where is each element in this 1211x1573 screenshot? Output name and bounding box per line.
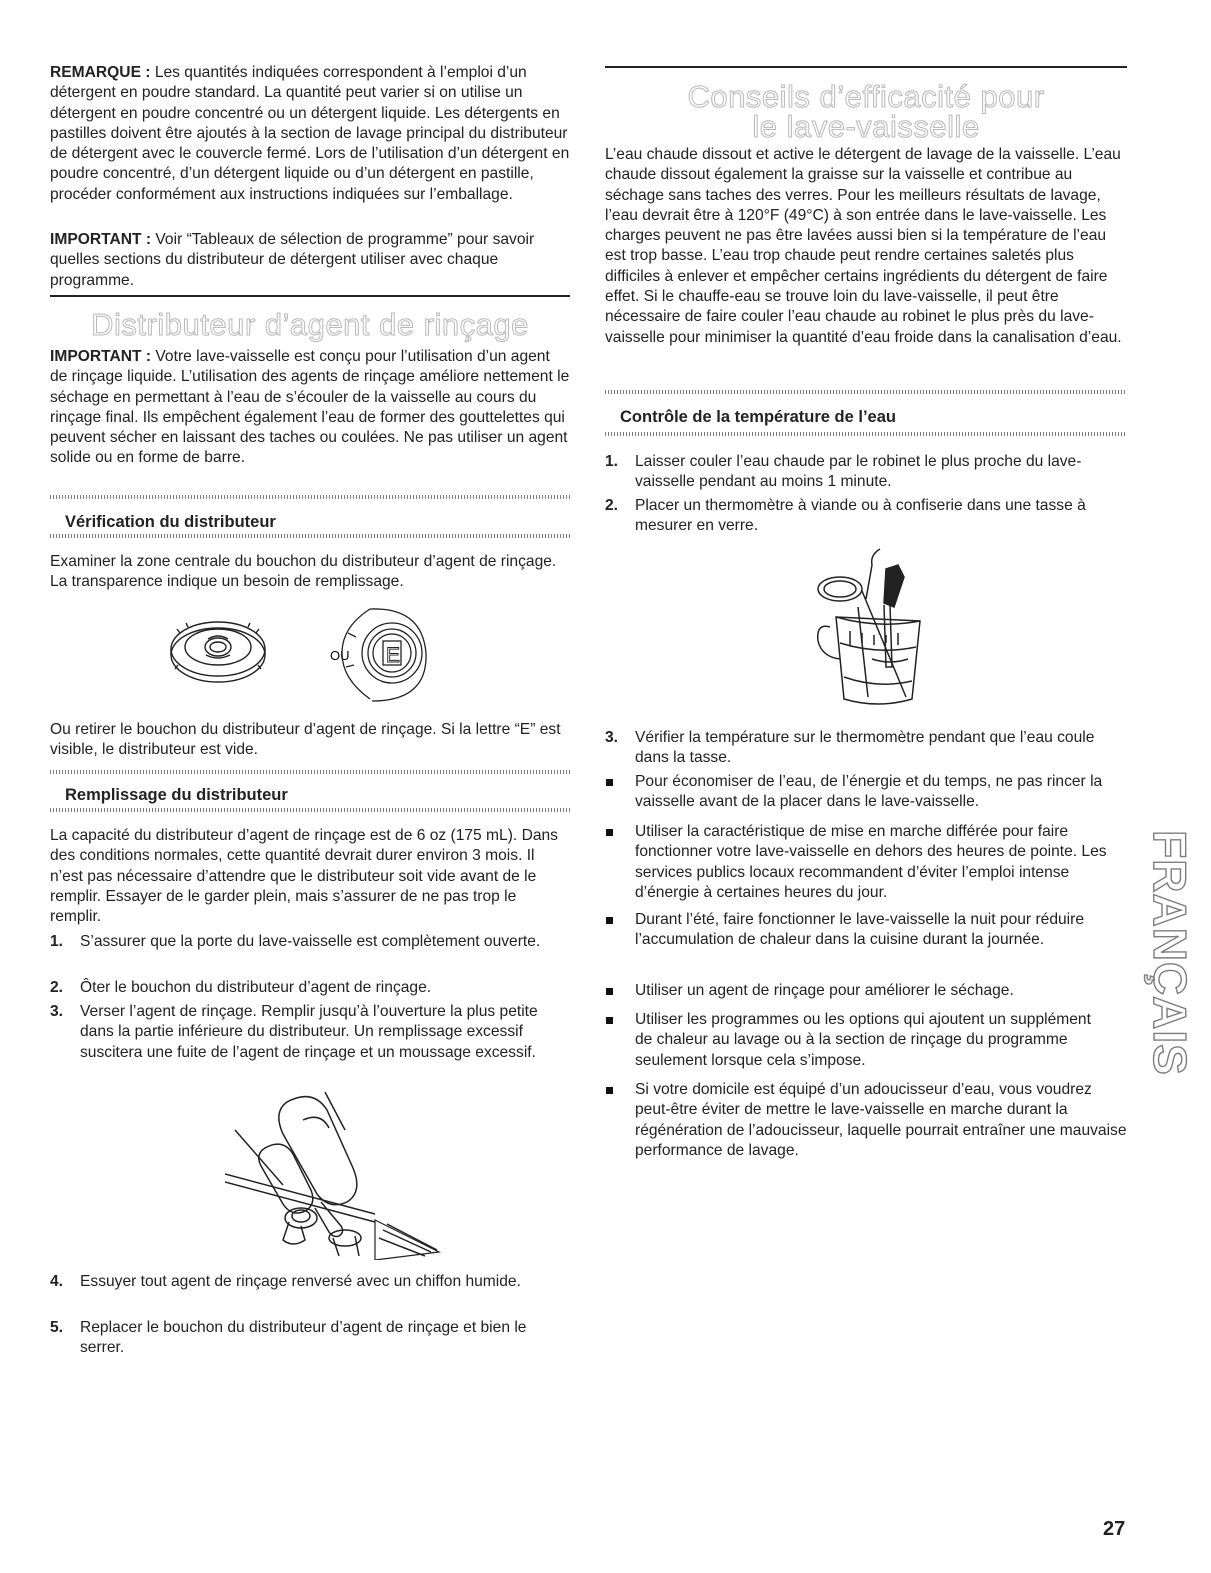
section-title-rinse-aid: Distributeur d’agent de rinçage [91,307,529,342]
ou-label: OU [330,648,350,663]
heading-hatch-top-3 [605,390,1127,394]
bullet-text: Utiliser un agent de rinçage pour améliorer le séchage. [635,982,1014,999]
bullet-text: Utiliser la caractéristique de mise en marche différée pour faire fonctionner votre lave-vaisselle en dehors des heures de pointe. Les services publics locaux recommandent d’éviter l’emploi intense d’énergie à certaines heures du jour. [635,823,1107,901]
heading-hatch-bottom [50,534,570,538]
verification-heading: Vérification du distributeur [65,513,276,531]
thermometer-cup-illustration [810,547,940,709]
remarque-paragraph [50,63,570,205]
heading-hatch-top [50,495,570,499]
bullet-icon [606,1017,613,1024]
bullet-text: Utiliser les programmes ou les options qui ajoutent un supplément de chaleur au lavage ou à la section de rinçage du programme seulement lorsque cela s’impose. [635,1011,1091,1069]
step-text: S’assurer que la porte du lave-vaisselle est complètement ouverte. [80,933,541,950]
list-item [605,910,1127,976]
step-text: Laisser couler l’eau chaude par le robinet le plus proche du lave-vaisselle pendant au moins 1 minute. [635,453,1082,491]
section-title-efficiency-line2: le lave-vaisselle [752,109,980,144]
list-item [50,1002,570,1088]
step-text: Ôter le bouchon du distributeur d’agent de rinçage. [80,979,432,996]
step-number: 2. [50,979,64,996]
cap-indicator-icon [171,622,265,682]
bullet-icon [606,988,613,995]
bullet-text: Si votre domicile est équipé d’un adoucisseur d’eau, vous voudrez peut-être éviter de mettre le lave-vaisselle en marche durant la régénération de l’adoucisseur, laquelle pourrait entraîner une mauvaise performance de lavage. [635,1081,1127,1159]
list-item [605,822,1127,908]
section-rule-left [50,295,570,297]
language-side-tab-label: FRANÇAIS [1144,830,1197,1076]
step-number: 1. [605,453,619,470]
language-side-tab [1140,808,1200,1098]
list-item [50,1272,570,1316]
section-rule-right [605,66,1127,68]
verification-paragraph: Examiner la zone centrale du bouchon du distributeur d’agent de rinçage. La transparence indique un besoin de remplissage. [50,553,557,591]
list-item [605,1010,1127,1076]
important-text-1: Voir “Tableaux de sélection de programme” pour savoir quelles sections du distributeur de détergent utiliser avec chaque programme. [50,231,535,289]
step-number: 4. [50,1273,64,1290]
step-text: Vérifier la température sur le thermomètre pendant que l’eau coule dans la tasse. [635,729,1095,767]
retirer-paragraph: Ou retirer le bouchon du distributeur d’agent de rinçage. Si la lettre “E” est visible, le distributeur est vide. [50,721,561,759]
list-item [605,772,1127,816]
remarque-text: Les quantités indiquées correspondent à l’emploi d’un détergent en poudre standard. La quantité peut varier si on utilise un détergent en poudre concentré ou un détergent liquide. Les détergents en pastilles doivent être ajoutés à la section de lavage principal du distributeur de détergent avec le couvercle fermé. Lors de l’utilisation d’un détergent en poudre concentré, d’un détergent liquide ou d’un détergent en pastille, procéder conformément aux instructions indiquées sur l’emballage. [50,64,570,203]
bullet-text: Durant l’été, faire fonctionner le lave-vaisselle la nuit pour réduire l’accumulation de chaleur dans la cuisine durant la journée. [635,911,1084,949]
temp-heading: Contrôle de la température de l’eau [620,408,896,426]
step-text: Essuyer tout agent de rinçage renversé avec un chiffon humide. [80,1273,521,1290]
step-number: 2. [605,497,619,514]
important-label-1: IMPORTANT : [50,231,152,248]
heading-hatch-top-2 [50,770,570,774]
step-text: Replacer le bouchon du distributeur d’agent de rinçage et bien le serrer. [80,1319,527,1357]
important-label-2: IMPORTANT : [50,348,152,365]
list-item [50,1318,570,1362]
bullet-icon [606,1087,613,1094]
section-title-efficiency-line1: Conseils d’efficacité pour [687,79,1045,114]
e-letter: E [386,644,401,667]
bullet-text: Pour économiser de l’eau, de l’énergie et du temps, ne pas rincer la vaisselle avant de la placer dans le lave-vaisselle. [635,773,1103,811]
cap-letter-e-icon [342,609,426,701]
list-item [605,496,1127,540]
important-paragraph-2 [50,347,570,469]
heading-hatch-bottom-3 [605,432,1127,436]
important-text-2: Votre lave-vaisselle est conçu pour l’utilisation d’un agent de rinçage liquide. L’utilisation des agents de rinçage améliore nettement le séchage en permettant à l’eau de s’écouler de la vaisselle au cours du rinçage final. Ils empêchent également l’eau de former des gouttelettes qui peuvent sécher en laissant des taches ou coulées. Ne pas utiliser un agent solide ou en forme de barre. [50,348,570,467]
list-item [605,452,1127,496]
step-number: 3. [50,1003,64,1020]
list-item [605,981,1127,1003]
list-item [605,1080,1127,1166]
bullet-icon [606,917,613,924]
remplissage-heading: Remplissage du distributeur [65,786,288,804]
step-text: Verser l’agent de rinçage. Remplir jusqu’à l’ouverture la plus petite dans la partie inférieure du distributeur. Un remplissage excessif suscitera une fuite de l’agent de rinçage et un moussage excessif. [80,1003,538,1061]
step-number: 5. [50,1319,64,1336]
step-text: Placer un thermomètre à viande ou à confiserie dans une tasse à mesurer en verre. [635,497,1086,535]
remplissage-paragraph: La capacité du distributeur d’agent de rinçage est de 6 oz (175 mL). Dans des conditions normales, cette quantité devrait durer environ 3 mois. Il n’est pas nécessaire d’attendre que le distributeur soit vide avant de le remplir. Essayer de le garder plein, mais s’assurer de ne pas trop le remplir. [50,827,558,926]
step-number: 3. [605,729,619,746]
remarque-label: REMARQUE : [50,64,151,81]
bullet-icon [606,779,613,786]
thermometer-icon [818,549,920,704]
step-number: 1. [50,933,64,950]
filling-illustration [225,1090,445,1260]
heading-hatch-bottom-2 [50,808,570,812]
important-paragraph-1 [50,230,570,291]
dispenser-cap-illustration [170,603,490,711]
intro-paragraph: L’eau chaude dissout et active le détergent de lavage de la vaisselle. L’eau chaude dissout également la graisse sur la vaisselle et contribue au séchage sans taches des verres. Pour les meilleurs résultats de lavage, l’eau devrait être à 120°F (49°C) à son entrée dans le lave-vaisselle. Les charges peuvent ne pas être lavées aussi bien si la température de l’eau est trop basse. L’eau trop chaude peut rendre certaines saletés plus difficiles à enlever et empêcher certains ingrédients du détergent de faire effet. Si le chauffe-eau se trouve loin du lave-vaisselle, il peut être nécessaire de faire couler l’eau chaude au robinet le plus près du lave-vaisselle pour minimiser la quantité d’eau froide dans la canalisation d’eau. [605,146,1122,346]
page-number: 27 [1103,1518,1126,1540]
list-item [50,932,570,976]
list-item [605,728,1127,772]
hand-bottle-icon [225,1092,439,1260]
bullet-icon [606,829,613,836]
list-item [50,978,570,1000]
